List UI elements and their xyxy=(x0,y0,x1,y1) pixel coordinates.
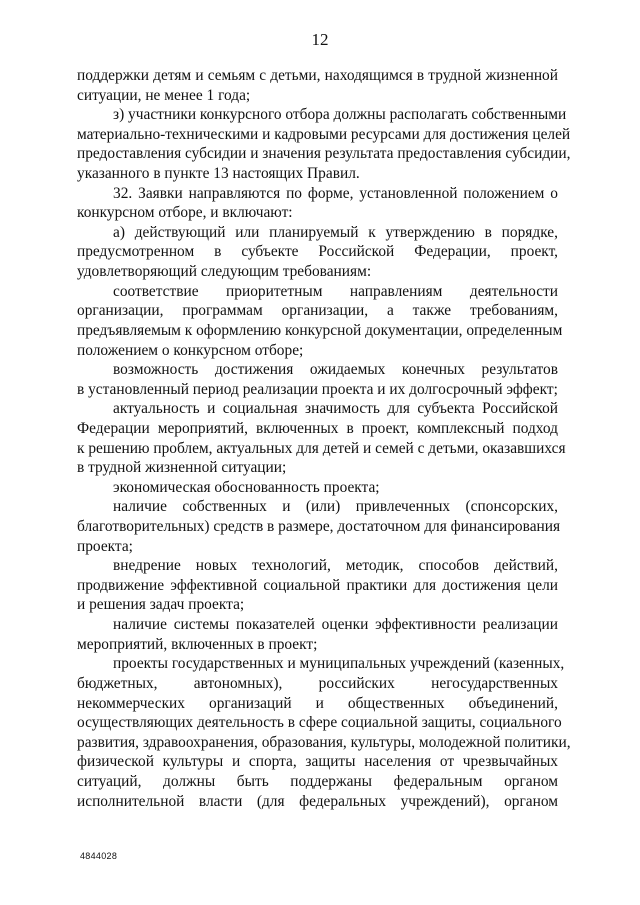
text-line: и решения задач проекта; xyxy=(77,596,245,614)
text-line: некоммерческих организаций и общественных объединений, xyxy=(77,694,558,712)
text-line: в трудной жизненной ситуации; xyxy=(77,459,287,477)
text-line: в установленный период реализации проекта и их долгосрочный эффект; xyxy=(77,380,558,398)
text-line: наличие системы показателей оценки эффективности реализации xyxy=(113,616,558,634)
text-line: физической культуры и спорта, защиты населения от чрезвычайных xyxy=(77,753,558,771)
text-line: экономическая обоснованность проекта; xyxy=(113,478,380,496)
text-line: актуальность и социальная значимость для субъекта Российской xyxy=(113,400,558,418)
paragraph xyxy=(77,654,571,811)
text-line: мероприятий, включенных в проект; xyxy=(77,635,318,653)
text-line: проекта; xyxy=(77,537,133,555)
text-line: положением о конкурсном отборе; xyxy=(77,341,304,359)
text-line: проекты государственных и муниципальных учреждений (казенных, xyxy=(113,655,565,673)
paragraph xyxy=(77,556,558,615)
text-line: наличие собственных и (или) привлеченных (спонсорских, xyxy=(113,498,558,516)
text-line: возможность достижения ожидаемых конечных результатов xyxy=(113,361,558,379)
text-line: конкурсном отборе, и включают: xyxy=(77,204,293,222)
text-line: организации, программам организации, а также требованиям, xyxy=(77,302,558,320)
text-line: предоставления субсидии и значения результата предоставления субсидии, xyxy=(77,145,571,163)
text-line: указанного в пункте 13 настоящих Правил. xyxy=(77,165,360,183)
document-code: 4844028 xyxy=(80,851,118,861)
paragraph xyxy=(77,399,566,477)
text-line: развития, здравоохранения, образования, культуры, молодежной политики, xyxy=(77,733,571,751)
text-line: поддержки детям и семьям с детьми, находящимся в трудной жизненной xyxy=(77,67,558,84)
text-line: соответствие приоритетным направлениям деятельности xyxy=(113,282,558,300)
text-line: Федерации мероприятий, включенных в проект, комплексный подход xyxy=(77,419,558,437)
text-line: з) участники конкурсного отбора должны располагать собственными xyxy=(113,106,567,124)
text-line: а) действующий или планируемый к утверждению в порядке, xyxy=(113,223,558,241)
text-line: 32. Заявки направляются по форме, установленной положением о xyxy=(113,184,558,202)
paragraph xyxy=(77,223,558,282)
text-line: ситуаций, должны быть поддержаны федеральным органом xyxy=(77,772,558,790)
text-line: материально-техническими и кадровыми ресурсами для достижения целей xyxy=(77,125,571,143)
paragraph xyxy=(77,615,558,654)
text-line: продвижение эффективной социальной практики для достижения цели xyxy=(77,576,558,594)
page-number: 12 xyxy=(311,30,329,49)
text-line: предусмотренном в субъекте Российской Федерации, проект, xyxy=(77,243,558,261)
text-line: бюджетных, автономных), российских негосударственных xyxy=(77,674,558,692)
text-line: исполнительной власти (для федеральных учреждений), органом xyxy=(77,792,558,810)
text-line: осуществляющих деятельность в сфере социальной защиты, социального xyxy=(77,714,562,732)
text-line: удовлетворяющий следующим требованиям: xyxy=(77,263,372,281)
text-line: благотворительных) средств в размере, достаточном для финансирования xyxy=(77,518,561,536)
text-line: ситуации, не менее 1 года; xyxy=(77,86,251,104)
text-line: к решению проблем, актуальных для детей и семей с детьми, оказавшихся xyxy=(77,439,566,457)
document-body xyxy=(77,66,571,811)
text-line: внедрение новых технологий, методик, способов действий, xyxy=(113,557,558,575)
paragraph xyxy=(77,282,563,360)
paragraph xyxy=(77,105,571,183)
paragraph xyxy=(77,66,558,105)
paragraph xyxy=(77,184,558,223)
paragraph xyxy=(77,360,558,399)
paragraph xyxy=(77,497,561,556)
paragraph xyxy=(77,478,558,498)
text-line: предъявляемым к оформлению конкурсной документации, определенным xyxy=(77,321,563,339)
